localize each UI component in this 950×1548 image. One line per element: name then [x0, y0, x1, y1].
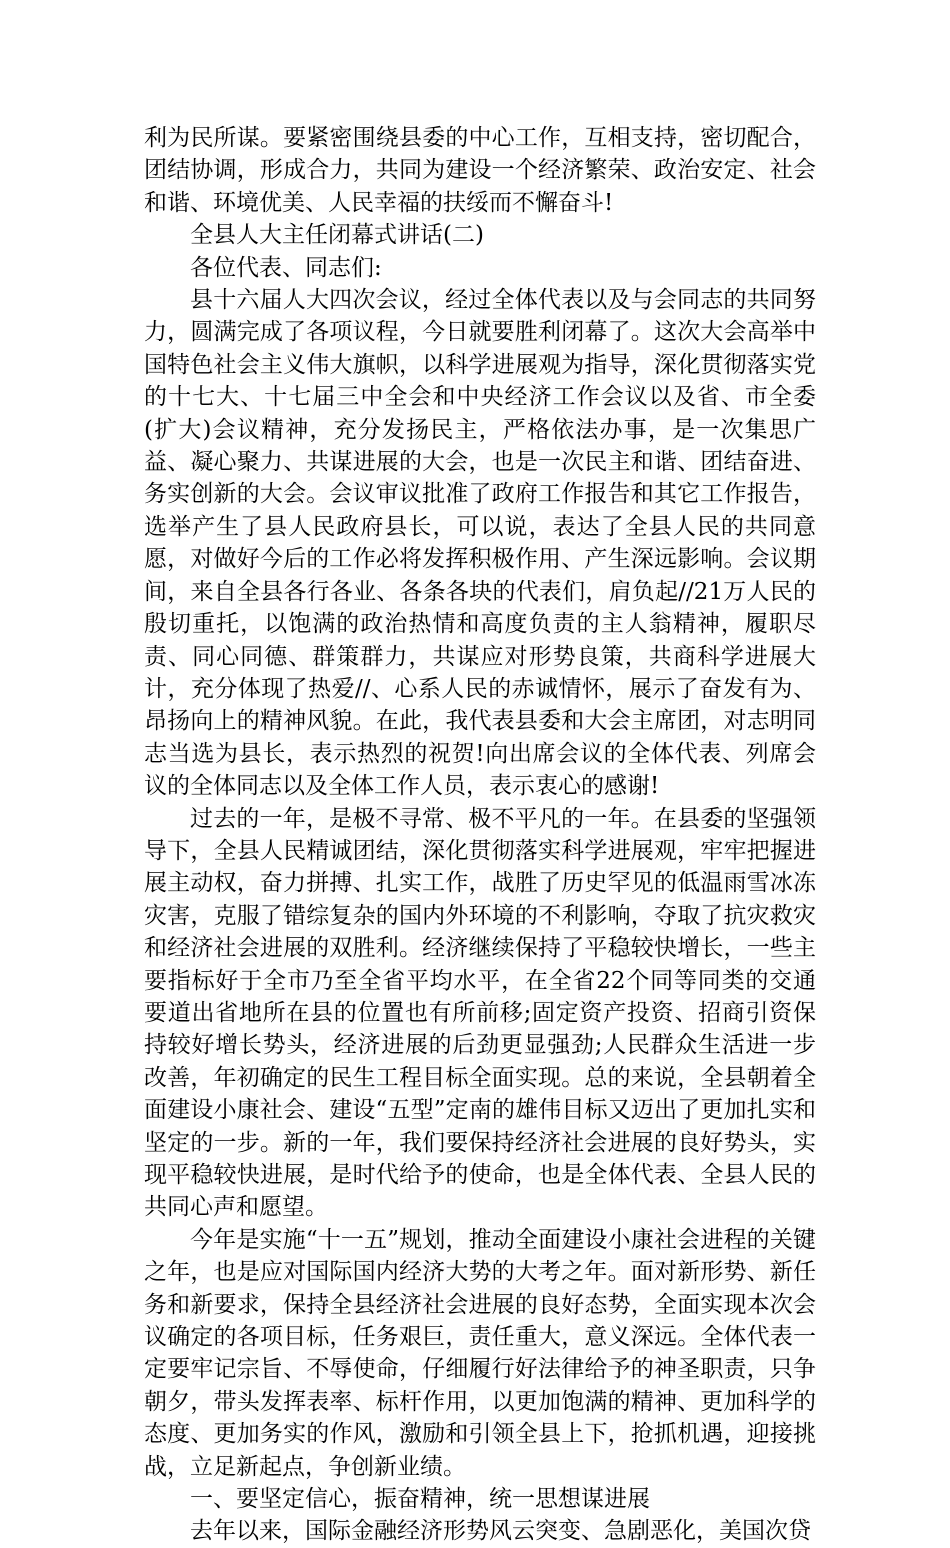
paragraph-continuation: 利为民所谋。要紧密围绕县委的中心工作，互相支持，密切配合，团结协调，形成合力，共同为建设一个经济繁荣、政治安定、社会和谐、环境优美、人民幸福的扶绥而不懈奋斗! [144, 125, 816, 216]
paragraph: 去年以来，国际金融经济形势风云突变、急剧恶化，美国次贷 [190, 1518, 811, 1545]
document-body [144, 122, 816, 1548]
section-title: 全县人大主任闭幕式讲话(二) [190, 222, 484, 249]
salutation: 各位代表、同志们: [190, 254, 382, 281]
paragraph: 县十六届人大四次会议，经过全体代表以及与会同志的共同努力，圆满完成了各项议程，今日就要胜利闭幕了。这次大会高举中国特色社会主义伟大旗帜，以科学进展观为指导，深化贯彻落实党的十七大、十七届三中全会和中央经济工作会议以及省、市全委(扩大)会议精神，充分发扬民主，严格依法办事，是一次集思广益、凝心聚力、共谋进展的大会，也是一次民主和谐、团结奋进、务实创新的大会。会议审议批准了政府工作报告和其它工作报告，选举产生了县人民政府县长，可以说，表达了全县人民的共同意愿，对做好今后的工作必将发挥积极作用、产生深远影响。会议期间，来自全县各行各业、各条各块的代表们，肩负起//21万人民的殷切重托，以饱满的政治热情和高度负责的主人翁精神，履职尽责、同心同德、群策群力，共谋应对形势良策，共商科学进展大计，充分体现了热爱//、心系人民的赤诚情怀，展示了奋发有为、昂扬向上的精神风貌。在此，我代表县委和大会主席团，对志明同志当选为县长，表示热烈的祝贺!向出席会议的全体代表、列席会议的全体同志以及全体工作人员，表示衷心的感谢! [144, 287, 816, 800]
paragraph: 过去的一年，是极不寻常、极不平凡的一年。在县委的坚强领导下，全县人民精诚团结，深化贯彻落实科学进展观，牢牢把握进展主动权，奋力拼搏、扎实工作，战胜了历史罕见的低温雨雪冰冻灾害，克服了错综复杂的国内外环境的不利影响，夺取了抗灾救灾和经济社会进展的双胜利。经济继续保持了平稳较快增长，一些主要指标好于全市乃至全省平均水平，在全省22个同等同类的交通要道出省地所在县的位置也有所前移;固定资产投资、招商引资保持较好增长势头，经济进展的后劲更显强劲;人民群众生活进一步改善，年初确定的民生工程目标全面实现。总的来说，全县朝着全面建设小康社会、建设“五型”定南的雄伟目标又迈出了更加扎实和坚定的一步。新的一年，我们要保持经济社会进展的良好势头，实现平稳较快进展，是时代给予的使命，也是全体代表、全县人民的共同心声和愿望。 [144, 805, 816, 1221]
section-heading: 一、要坚定信心，振奋精神，统一思想谋进展 [190, 1486, 650, 1513]
paragraph: 今年是实施“十一五”规划，推动全面建设小康社会进程的关键之年，也是应对国际国内经济大势的大考之年。面对新形势、新任务和新要求，保持全县经济社会进展的良好态势，全面实现本次会议确定的各项目标，任务艰巨，责任重大，意义深远。全体代表一定要牢记宗旨、不辱使命，仔细履行好法律给予的神圣职责，只争朝夕，带头发挥表率、标杆作用，以更加饱满的精神、更加科学的态度、更加务实的作风，激励和引领全县上下，抢抓机遇，迎接挑战，立足新起点，争创新业绩。 [144, 1226, 816, 1480]
